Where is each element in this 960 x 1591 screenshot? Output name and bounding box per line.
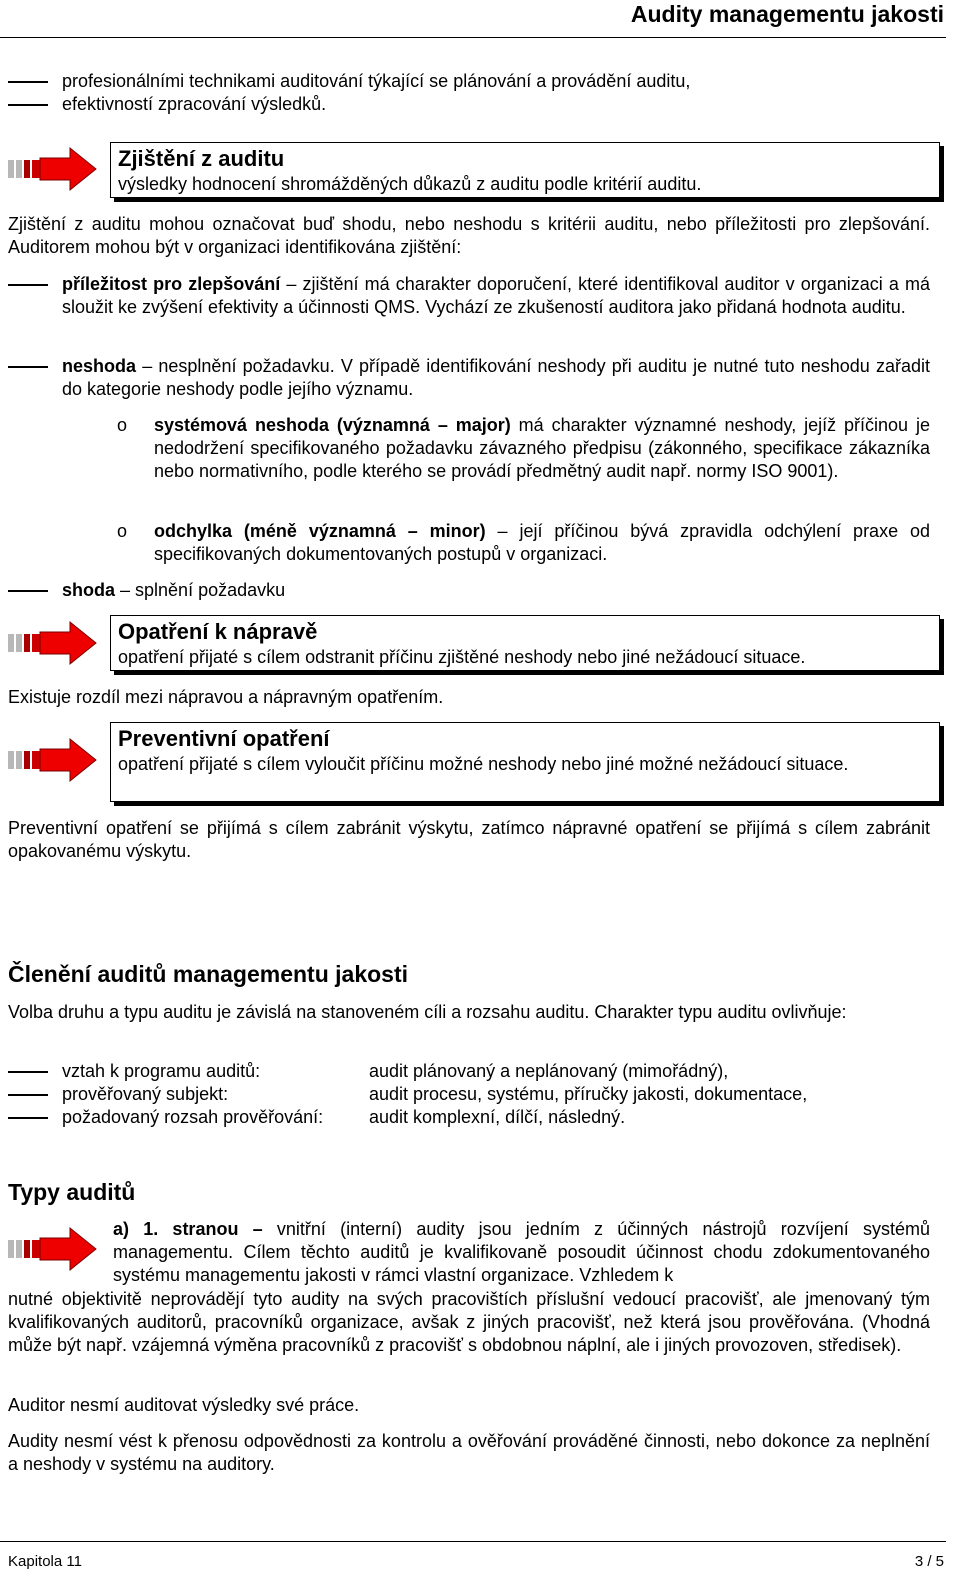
definition-box-preventivni	[110, 722, 940, 802]
paragraph-cleneni-intro: Volba druhu a typu auditu je závislá na stanoveném cíli a rozsahu auditu. Charakter typu auditu ovlivňuje:	[8, 1002, 847, 1022]
text-systemova: má charakter významné neshody, jejíž příčinou je nedodržení specifikovaného požadavku závazného předpisu (zákonného, specifikace zákazníka nebo normativního, podle kterého se provádí předmětný audit např. normy ISO 9001).	[154, 415, 930, 481]
intro-item: efektivností zpracování výsledků.	[62, 94, 327, 114]
box-text: opatření přijaté s cílem vyloučit příčinu možné neshody nebo jiné možné nežádoucí situace.	[118, 754, 849, 774]
text-odchylka: – její příčinou bývá zpravidla odchýlení praxe od specifikovaných dokumentovaných postupů v organizaci.	[154, 521, 930, 564]
paragraph-preventivni: Preventivní opatření se přijímá s cílem zabránit výskytu, zatímco nápravné opatření se přijímá s cílem zabránit opakovanému výskytu.	[8, 818, 930, 861]
item-a-label: a) 1. stranou	[113, 1219, 239, 1239]
item-prilezitost	[62, 273, 930, 319]
definition-box-zjisteni	[110, 142, 940, 198]
page-header-title: Audity managementu jakosti	[630, 1, 944, 27]
term-shoda: shoda	[62, 580, 116, 600]
dash-bullet	[8, 273, 48, 296]
box-text: opatření přijaté s cílem odstranit příčinu zjištěné neshody nebo jiné nežádoucí situace.	[118, 647, 806, 667]
separator: –	[238, 1219, 263, 1239]
box-title: Zjištění z auditu	[118, 146, 285, 171]
red-arrow-icon	[6, 146, 98, 192]
separator: –	[280, 274, 303, 294]
definition-box-naprava	[110, 615, 940, 671]
box-text: výsledky hodnocení shromážděných důkazů z auditu podle kritérií auditu.	[118, 174, 702, 194]
term-odchylka: odchylka (méně významná – minor)	[154, 521, 486, 541]
box-title: Preventivní opatření	[118, 726, 330, 751]
section-heading-typy: Typy auditů	[8, 1179, 136, 1205]
red-arrow-icon	[6, 620, 98, 666]
red-arrow-icon	[6, 1226, 98, 1272]
term-systemova: systémová neshoda (významná – major)	[154, 415, 511, 435]
text-shoda: – splnění požadavku	[115, 580, 286, 600]
item-a-continuation: nutné objektivitě neprovádějí tyto audity na svých pracovištích příslušní vedoucí pracovišť, ale jmenovaný tým kvalifikovaných auditorů, pracovníků organizace, avšak z jiných pracovišť, než která jsou prověřována. (Vhodná může být např. vzájemná výměna pracovníků z pracovišť s obdobnou náplní, ale i jiných provozoven, středisek).	[8, 1289, 930, 1355]
page-number: 3 / 5	[914, 1553, 944, 1570]
term-prilezitost: příležitost pro zlepšování	[62, 274, 281, 294]
row-value: audit procesu, systému, příručky jakosti, dokumentace,	[369, 1084, 808, 1104]
dash-bullet	[8, 1083, 48, 1106]
section-heading-cleneni: Členění auditů managementu jakosti	[8, 961, 409, 987]
row-label: prověřovaný subjekt:	[62, 1084, 229, 1104]
sub-item-systemova	[154, 414, 930, 483]
dash-bullet	[8, 1106, 48, 1129]
item-a-text: vnitřní (interní) audity jsou jedním z účinných nástrojů rozvíjení systémů managementu. Cílem těchto auditů je kvalifikovaně posoudit účinnost chodu zdokumentovaného systému managementu jakosti v rámci vlastní organizace. Vzhledem k	[113, 1219, 930, 1285]
footer-chapter: Kapitola 11	[8, 1553, 82, 1570]
paragraph-audity: Audity nesmí vést k přenosu odpovědnosti za kontrolu a ověřování prováděné činnosti, nebo dokonce za neplnění a neshody v systému na auditory.	[8, 1431, 930, 1474]
separator: –	[136, 356, 159, 376]
term-neshoda: neshoda	[62, 356, 137, 376]
footer-divider	[0, 1541, 946, 1542]
row-label: vztah k programu auditů:	[62, 1061, 261, 1081]
text-neshoda: nesplnění požadavku. V případě identifikování neshody při auditu je nutné tuto neshodu zařadit do kategorie neshody podle jejího významu.	[62, 356, 931, 399]
paragraph-rozdil: Existuje rozdíl mezi nápravou a nápravným opatřením.	[8, 687, 444, 707]
dash-bullet	[8, 1060, 48, 1083]
header-divider	[0, 37, 946, 38]
item-neshoda	[62, 355, 930, 401]
sub-item-odchylka	[154, 520, 930, 566]
row-value: audit komplexní, dílčí, následný.	[369, 1107, 626, 1127]
row-value: audit plánovaný a neplánovaný (mimořádný),	[369, 1061, 729, 1081]
circle-bullet: o	[117, 415, 128, 435]
dash-bullet	[8, 355, 48, 378]
dash-bullet	[8, 70, 48, 93]
dash-bullet	[8, 579, 48, 602]
item-a-first-part	[113, 1218, 930, 1287]
item-shoda	[62, 579, 285, 602]
paragraph-auditor: Auditor nesmí auditovat výsledky své práce.	[8, 1395, 360, 1415]
intro-item: profesionálními technikami auditování týkající se plánování a provádění auditu,	[62, 71, 691, 91]
paragraph-zjisteni: Zjištění z auditu mohou označovat buď shodu, nebo neshodu s kritérii auditu, nebo příležitosti pro zlepšování. Auditorem mohou být v organizaci identifikována zjištění:	[8, 214, 930, 257]
text-prilezitost: zjištění má charakter doporučení, které identifikoval auditor v organizaci a má sloužit ke zvýšení efektivity a účinnosti QMS. Vychází ze zkušeností auditora jako přidaná hodnota auditu.	[62, 274, 930, 317]
dash-bullet	[8, 93, 48, 116]
red-arrow-icon	[6, 737, 98, 783]
circle-bullet: o	[117, 521, 128, 541]
box-title: Opatření k nápravě	[118, 619, 318, 644]
row-label: požadovaný rozsah prověřování:	[62, 1107, 324, 1127]
